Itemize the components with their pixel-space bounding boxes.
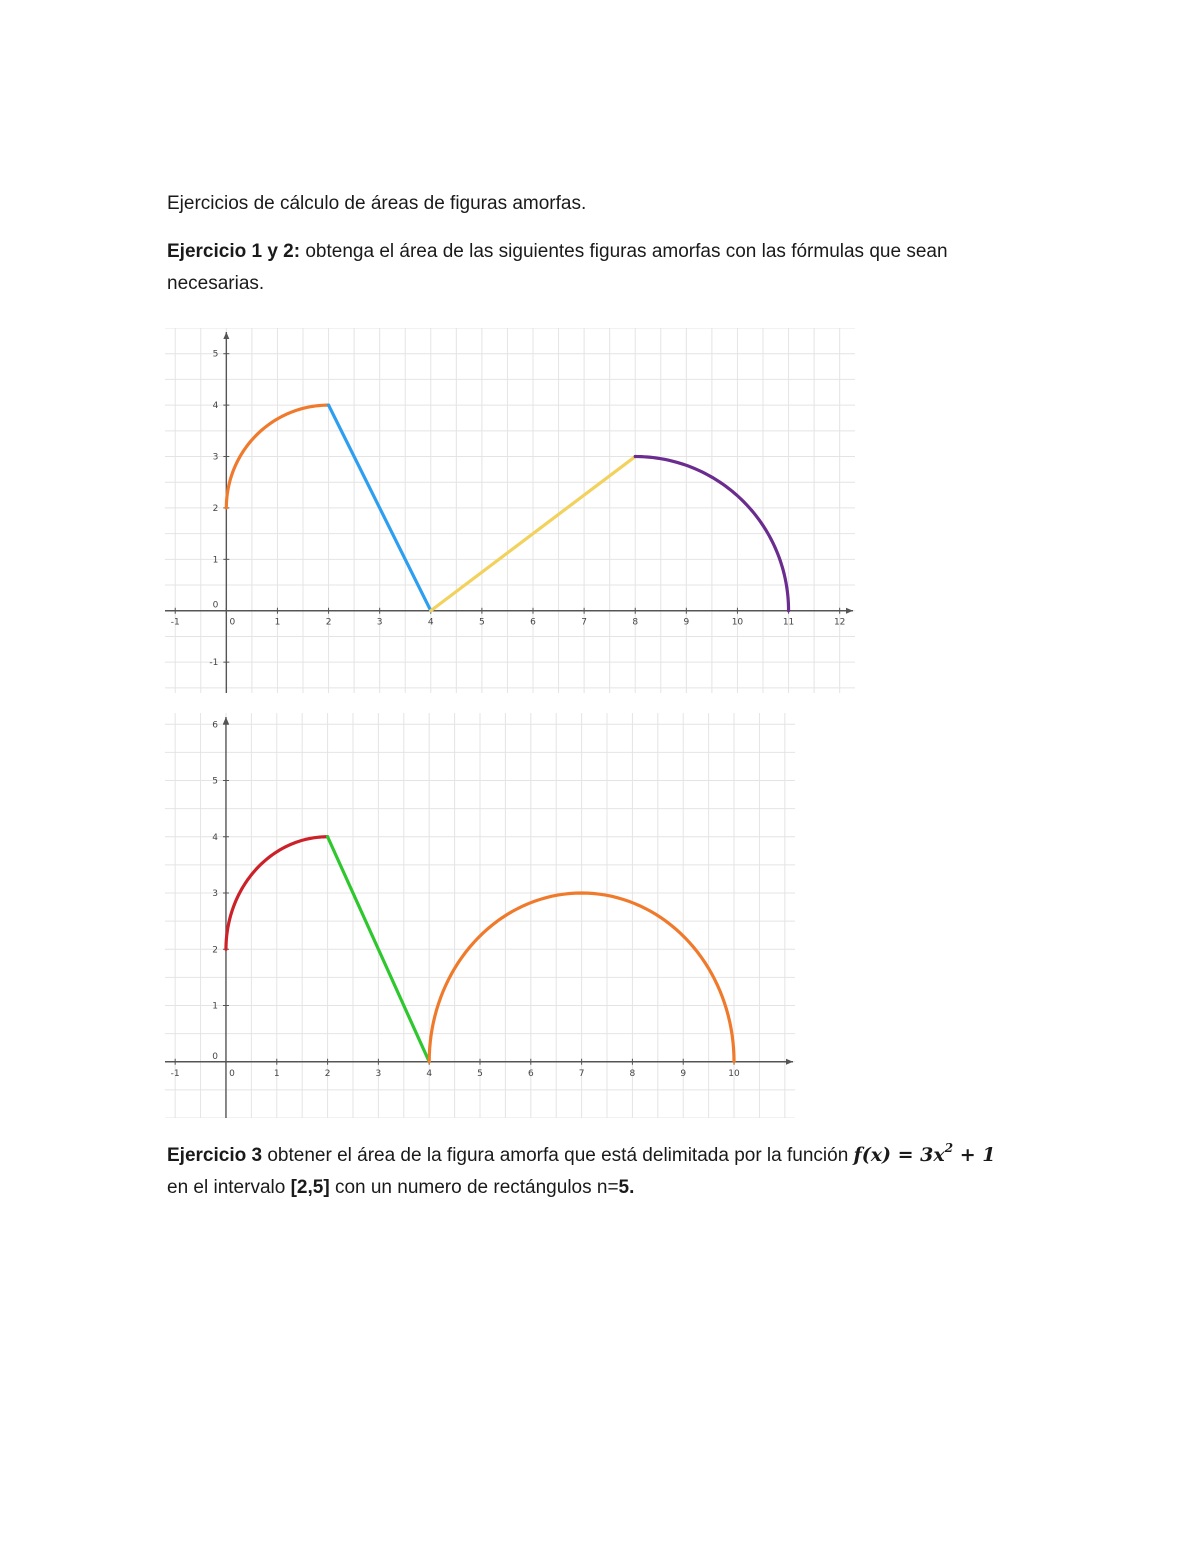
x-tick-label: 2 <box>325 617 332 628</box>
exercise-1-2-statement <box>167 236 1007 300</box>
y-axis-arrow <box>223 332 229 339</box>
x-tick-label: 4 <box>426 1068 433 1079</box>
x-axis-arrow <box>786 1059 793 1065</box>
x-tick-label: 8 <box>629 1068 636 1079</box>
y-tick-label: 2 <box>212 503 219 514</box>
x-tick-label: 6 <box>527 1068 534 1079</box>
exercise-1-2-label: Ejercicio 1 y 2: <box>167 241 301 262</box>
exercise-3-text-c: con un numero de rectángulos n= <box>334 1177 619 1198</box>
x-tick-label: 9 <box>680 1068 687 1079</box>
x-tick-label: 7 <box>581 617 587 628</box>
x-tick-label: 6 <box>530 617 536 628</box>
x-tick-label: -1 <box>170 1068 180 1079</box>
x-tick-label: 0 <box>229 617 236 628</box>
x-axis-arrow <box>846 608 853 614</box>
x-tick-label: 4 <box>427 617 434 628</box>
rectangle-count: 5. <box>618 1177 635 1198</box>
x-tick-label: -1 <box>170 617 180 628</box>
exercise-3-text-b: en el intervalo <box>167 1177 286 1198</box>
y-axis-arrow <box>223 717 229 724</box>
y-tick-label: 3 <box>212 452 219 463</box>
exercise-3-statement <box>167 1139 1047 1204</box>
x-tick-label: 10 <box>728 1068 740 1079</box>
formula-rhs: + 1 <box>953 1144 996 1166</box>
x-tick-label: 11 <box>782 617 795 628</box>
x-tick-label: 0 <box>229 1068 235 1079</box>
y-tick-label: 6 <box>212 720 218 731</box>
x-tick-label: 12 <box>833 617 846 628</box>
x-tick-label: 9 <box>683 617 690 628</box>
y-tick-label: 4 <box>212 832 218 843</box>
x-tick-label: 7 <box>578 1068 585 1079</box>
x-tick-label: 1 <box>274 617 281 628</box>
x-tick-label: 3 <box>375 1068 382 1079</box>
y-tick-label: 0 <box>212 600 219 611</box>
x-tick-label: 3 <box>376 617 383 628</box>
x-tick-label: 5 <box>479 617 485 628</box>
y-tick-label: 2 <box>212 945 218 956</box>
graph-exercise-1 <box>165 328 855 693</box>
exercise-3-label: Ejercicio 3 <box>167 1145 263 1166</box>
y-tick-label: 1 <box>212 1001 218 1012</box>
x-tick-label: 5 <box>477 1068 483 1079</box>
y-tick-label: 5 <box>212 349 219 360</box>
y-tick-label: 3 <box>212 889 218 899</box>
formula-exponent: 2 <box>944 1141 954 1155</box>
y-tick-label: 4 <box>212 401 219 412</box>
y-tick-label: 0 <box>212 1051 218 1062</box>
grid <box>165 713 795 1118</box>
exercise-3-text-a: obtener el área de la figura amorfa que está delimitada por la función <box>267 1145 849 1166</box>
interval: [2,5] <box>290 1177 330 1198</box>
x-tick-label: 2 <box>324 1068 331 1079</box>
y-tick-label: -1 <box>209 658 219 669</box>
function-formula <box>853 1141 996 1166</box>
formula-lhs: f(x) = 3x <box>853 1144 945 1166</box>
exercise-1-2-text: obtenga el área de las siguientes figuras amorfas con las fórmulas que sean necesarias. <box>167 241 948 294</box>
x-tick-label: 10 <box>731 617 744 628</box>
y-tick-label: 1 <box>212 555 219 566</box>
document-title: Ejercicios de cálculo de áreas de figuras amorfas. <box>167 193 587 214</box>
y-tick-label: 5 <box>212 776 218 787</box>
x-tick-label: 8 <box>632 617 639 628</box>
graph-exercise-2 <box>165 713 795 1118</box>
x-tick-label: 1 <box>273 1068 280 1079</box>
